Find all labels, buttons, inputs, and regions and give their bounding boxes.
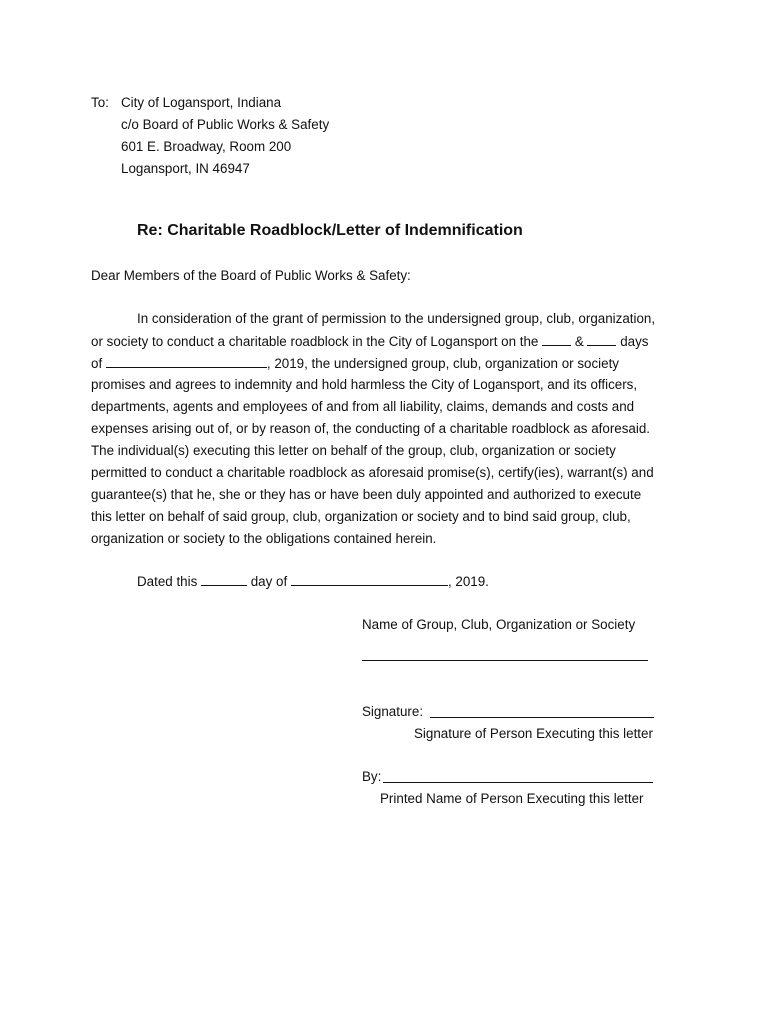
body-line-4: promises and agrees to indemnity and hold harmless the City of Logansport, and its officers, (91, 377, 638, 392)
signature-row (362, 704, 423, 720)
signature-label: Signature: (362, 704, 424, 719)
dated-month-blank[interactable] (291, 573, 448, 586)
salutation: Dear Members of the Board of Public Works & Safety: (91, 268, 411, 283)
dated-text-a: Dated this (137, 574, 202, 589)
body-line-2-text-c: days (616, 334, 649, 349)
address-line-3: 601 E. Broadway, Room 200 (121, 139, 292, 154)
second-day-blank[interactable] (587, 333, 616, 346)
by-row (362, 769, 381, 785)
body-line-11: organization or society to the obligations contained herein. (91, 531, 437, 546)
body-line-6: expenses arising out of, or by reason of, the conducting of a charitable roadblock as aforesaid. (91, 421, 651, 436)
signature-line[interactable] (430, 717, 654, 718)
printed-name-caption: Printed Name of Person Executing this letter (380, 791, 644, 806)
group-name-label: Name of Group, Club, Organization or Society (362, 617, 636, 632)
month-blank[interactable] (106, 355, 267, 368)
body-line-2-text-a: or society to conduct a charitable roadblock in the City of Logansport on the (91, 334, 543, 349)
dated-day-blank[interactable] (201, 573, 247, 586)
body-line-2-text-b: & (571, 334, 588, 349)
body-line-9: guarantee(s) that he, she or they has or have been duly appointed and authorized to execute (91, 487, 642, 502)
signature-caption: Signature of Person Executing this letter (414, 726, 653, 741)
dated-text-c: , 2019. (447, 574, 489, 589)
body-line-3 (91, 355, 619, 372)
body-line-8: permitted to conduct a charitable roadblock as aforesaid promise(s), certify(ies), warrant(s) and (91, 465, 654, 480)
to-label: To: (91, 95, 109, 110)
body-line-1: In consideration of the grant of permission to the undersigned group, club, organization, (137, 311, 656, 326)
body-line-5: departments, agents and employees of and from all liability, claims, demands and costs and (91, 399, 635, 414)
by-label: By: (362, 769, 382, 784)
dated-text-b: day of (247, 574, 291, 589)
first-day-blank[interactable] (542, 333, 571, 346)
body-line-10: this letter on behalf of said group, club, organization or society and to bind said group, club, (91, 509, 631, 524)
body-line-7: The individual(s) executing this letter on behalf of the group, club, organization or society (91, 443, 616, 458)
address-line-2: c/o Board of Public Works & Safety (121, 117, 330, 132)
address-line-4: Logansport, IN 46947 (121, 161, 250, 176)
body-line-3-text-a: of (91, 356, 106, 371)
body-line-2 (91, 333, 648, 350)
group-name-line[interactable] (362, 660, 648, 661)
printed-name-line[interactable] (383, 782, 653, 783)
dated-line (137, 573, 489, 590)
subject-heading: Re: Charitable Roadblock/Letter of Indemnification (137, 222, 523, 239)
address-line-1: City of Logansport, Indiana (121, 95, 282, 110)
body-line-3-text-b: , 2019, the undersigned group, club, organization or society (266, 356, 619, 371)
